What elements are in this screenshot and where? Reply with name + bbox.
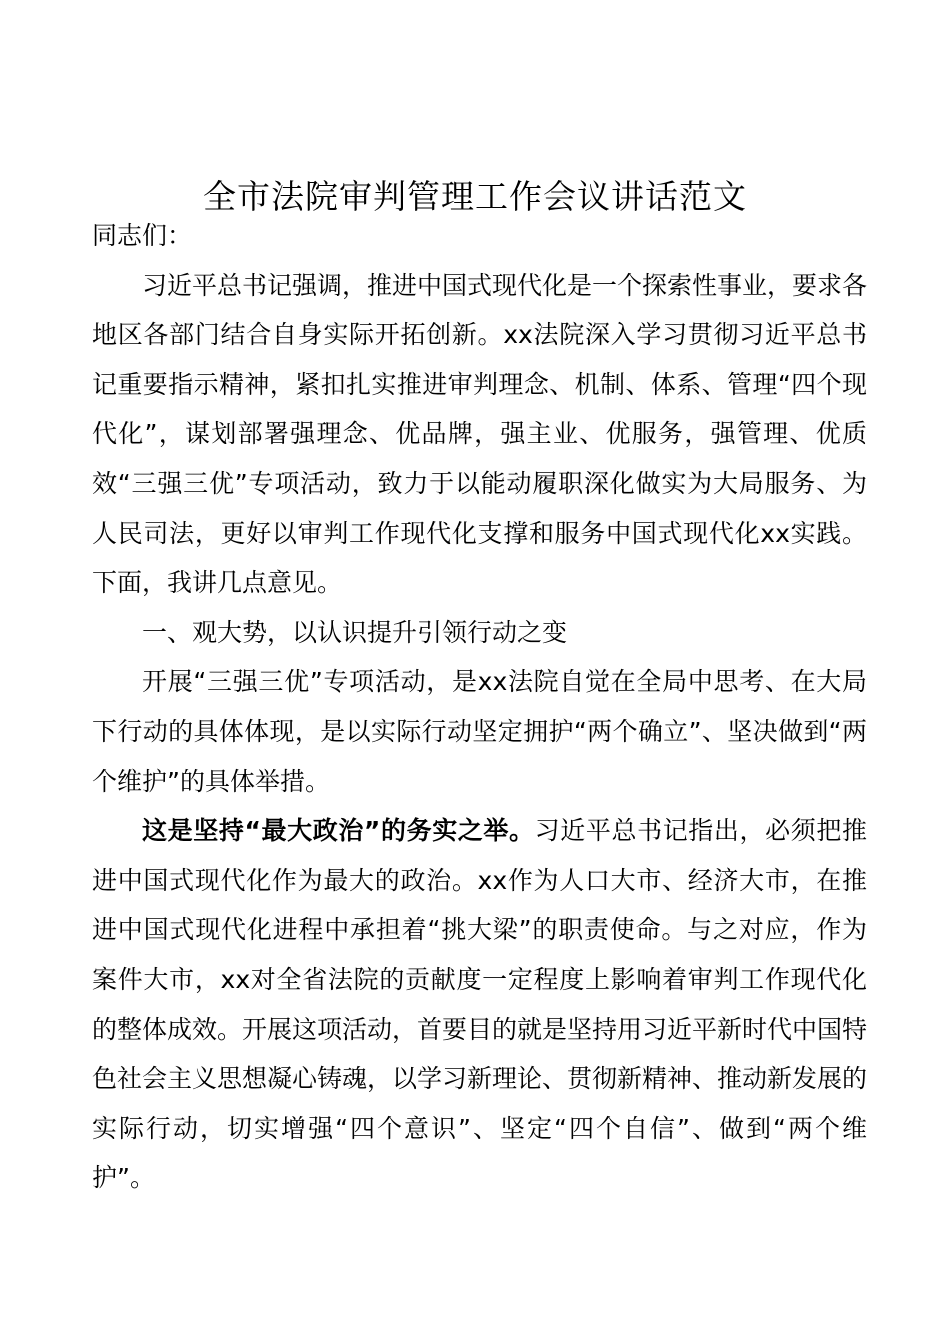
paragraph-politics — [92, 806, 867, 1203]
paragraph-lead: 这是坚持“最大政治”的务实之举。 — [142, 816, 535, 846]
salutation: 同志们： — [92, 221, 193, 250]
paragraph-intro — [92, 261, 867, 608]
document-title: 全市法院审判管理工作会议讲话范文 — [203, 177, 747, 216]
paragraph-activity — [92, 657, 867, 806]
paragraph-text: 开展“三强三优”专项活动，是xx法院自觉在全局中思考、在大局下行动的具体体现，是以实际行动坚定拥护“两个确立”、坚决做到“两个维护”的具体举措。 — [92, 667, 867, 796]
paragraph-text: 习近平总书记强调，推进中国式现代化是一个探索性事业，要求各地区各部门结合自身实际开拓创新。xx法院深入学习贯彻习近平总书记重要指示精神，紧扣扎实推进审判理念、机制、体系、管理“四个现代化”，谋划部署强理念、优品牌，强主业、优服务，强管理、优质效“三强三优”专项活动，致力于以能动履职深化做实为大局服务、为人民司法，更好以审判工作现代化支撑和服务中国式现代化xx实践。下面，我讲几点意见。 — [92, 270, 868, 598]
section-heading — [92, 608, 867, 658]
paragraph-text: 习近平总书记指出，必须把推进中国式现代化作为最大的政治。xx作为人口大市、经济大市，在推进中国式现代化进程中承担着“挑大梁”的职责使命。与之对应，作为案件大市，xx对全省法院的贡献度一定程度上影响着审判工作现代化的整体成效。开展这项活动，首要目的就是坚持用习近平新时代中国特色社会主义思想凝心铸魂，以学习新理论、贯彻新精神、推动新发展的实际行动，切实增强“四个意识”、坚定“四个自信”、做到“两个维护”。 — [92, 816, 868, 1193]
document-body — [92, 211, 867, 1203]
section-heading-text: 一、观大势，以认识提升引领行动之变 — [142, 617, 568, 647]
